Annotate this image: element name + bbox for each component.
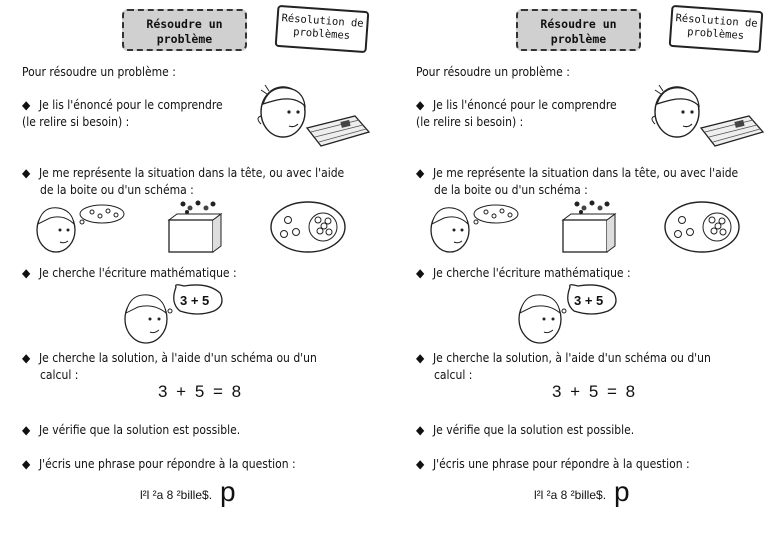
step-verify-text: Je vérifie que la solution est possible. bbox=[433, 423, 635, 437]
answer-tail: e$. bbox=[195, 488, 213, 502]
title-line2: problème bbox=[156, 32, 213, 46]
note-box bbox=[669, 5, 764, 53]
note-line1: Résolution de bbox=[675, 12, 758, 30]
step-represent-line2: de la boite ou d'un schéma : bbox=[40, 183, 194, 197]
step-write-math bbox=[416, 265, 631, 282]
step-answer-text: J'écris une phrase pour répondre à la question : bbox=[433, 457, 690, 471]
diamond-bullet-icon: ◆ bbox=[22, 423, 31, 437]
child-math-thought-icon bbox=[118, 285, 228, 347]
step-answer bbox=[416, 456, 690, 473]
title-box bbox=[122, 9, 247, 51]
answer-big-glyph: p bbox=[220, 476, 236, 507]
step-read bbox=[22, 97, 223, 131]
step-verify bbox=[22, 422, 240, 439]
solution-equation: 3 + 5 = 8 bbox=[158, 382, 244, 401]
step-answer bbox=[22, 456, 296, 473]
answer-sentence bbox=[534, 476, 630, 507]
note-box bbox=[275, 5, 370, 53]
step-verify bbox=[416, 422, 634, 439]
set-diagram-icon bbox=[662, 200, 742, 255]
box-with-marbles-icon bbox=[165, 198, 225, 256]
note-line2: problèmes bbox=[292, 26, 351, 42]
method-card-right bbox=[394, 0, 780, 540]
step-write-math bbox=[22, 265, 237, 282]
child-reading-icon bbox=[255, 82, 375, 152]
step-answer-text: J'écris une phrase pour répondre à la question : bbox=[39, 457, 296, 471]
step-read-line2: (le relire si besoin) : bbox=[416, 115, 524, 129]
step-read-line1: Je lis l'énoncé pour le comprendre bbox=[39, 98, 223, 112]
diamond-bullet-icon: ◆ bbox=[416, 166, 425, 180]
diamond-bullet-icon: ◆ bbox=[22, 266, 31, 280]
thought-expression: 3 + 5 bbox=[574, 293, 604, 308]
child-math-thought-icon bbox=[512, 285, 622, 347]
step-represent-line2: de la boite ou d'un schéma : bbox=[434, 183, 588, 197]
answer-big-glyph: p bbox=[614, 476, 630, 507]
step-solve-line1: Je cherche la solution, à l'aide d'un schéma ou d'un bbox=[39, 351, 317, 365]
child-reading-icon bbox=[649, 82, 769, 152]
thought-expression: 3 + 5 bbox=[180, 293, 210, 308]
answer-sentence bbox=[140, 476, 236, 507]
step-solve-line2: calcul : bbox=[434, 368, 473, 382]
step-represent bbox=[22, 165, 344, 199]
child-thinking-icon bbox=[426, 200, 521, 258]
intro-text: Pour résoudre un problème : bbox=[416, 65, 570, 79]
answer-small: l²l ²a 8 ²bill bbox=[140, 488, 196, 502]
title-line1: Résoudre un bbox=[540, 17, 617, 31]
box-with-marbles-icon bbox=[559, 198, 619, 256]
note-line1: Résolution de bbox=[281, 12, 364, 30]
step-solve-line2: calcul : bbox=[40, 368, 79, 382]
intro-text: Pour résoudre un problème : bbox=[22, 65, 176, 79]
diamond-bullet-icon: ◆ bbox=[416, 351, 425, 365]
step-read bbox=[416, 97, 617, 131]
answer-small: l²l ²a 8 ²bill bbox=[534, 488, 590, 502]
diamond-bullet-icon: ◆ bbox=[22, 98, 31, 112]
step-solve bbox=[22, 350, 317, 384]
step-read-line2: (le relire si besoin) : bbox=[22, 115, 130, 129]
child-thinking-icon bbox=[32, 200, 127, 258]
step-solve bbox=[416, 350, 711, 384]
step-write-math-text: Je cherche l'écriture mathématique : bbox=[433, 266, 631, 280]
set-diagram-icon bbox=[268, 200, 348, 255]
step-represent bbox=[416, 165, 738, 199]
note-line2: problèmes bbox=[686, 26, 745, 42]
step-represent-line1: Je me représente la situation dans la tête, ou avec l'aide bbox=[433, 166, 739, 180]
diamond-bullet-icon: ◆ bbox=[22, 166, 31, 180]
solution-equation: 3 + 5 = 8 bbox=[552, 382, 638, 401]
step-verify-text: Je vérifie que la solution est possible. bbox=[39, 423, 241, 437]
diamond-bullet-icon: ◆ bbox=[416, 457, 425, 471]
answer-tail: e$. bbox=[589, 488, 607, 502]
step-represent-line1: Je me représente la situation dans la tête, ou avec l'aide bbox=[39, 166, 345, 180]
diamond-bullet-icon: ◆ bbox=[416, 423, 425, 437]
diamond-bullet-icon: ◆ bbox=[416, 98, 425, 112]
diamond-bullet-icon: ◆ bbox=[22, 457, 31, 471]
step-read-line1: Je lis l'énoncé pour le comprendre bbox=[433, 98, 617, 112]
step-write-math-text: Je cherche l'écriture mathématique : bbox=[39, 266, 237, 280]
title-line1: Résoudre un bbox=[146, 17, 223, 31]
title-line2: problème bbox=[550, 32, 607, 46]
diamond-bullet-icon: ◆ bbox=[416, 266, 425, 280]
title-box bbox=[516, 9, 641, 51]
diamond-bullet-icon: ◆ bbox=[22, 351, 31, 365]
step-solve-line1: Je cherche la solution, à l'aide d'un schéma ou d'un bbox=[433, 351, 711, 365]
